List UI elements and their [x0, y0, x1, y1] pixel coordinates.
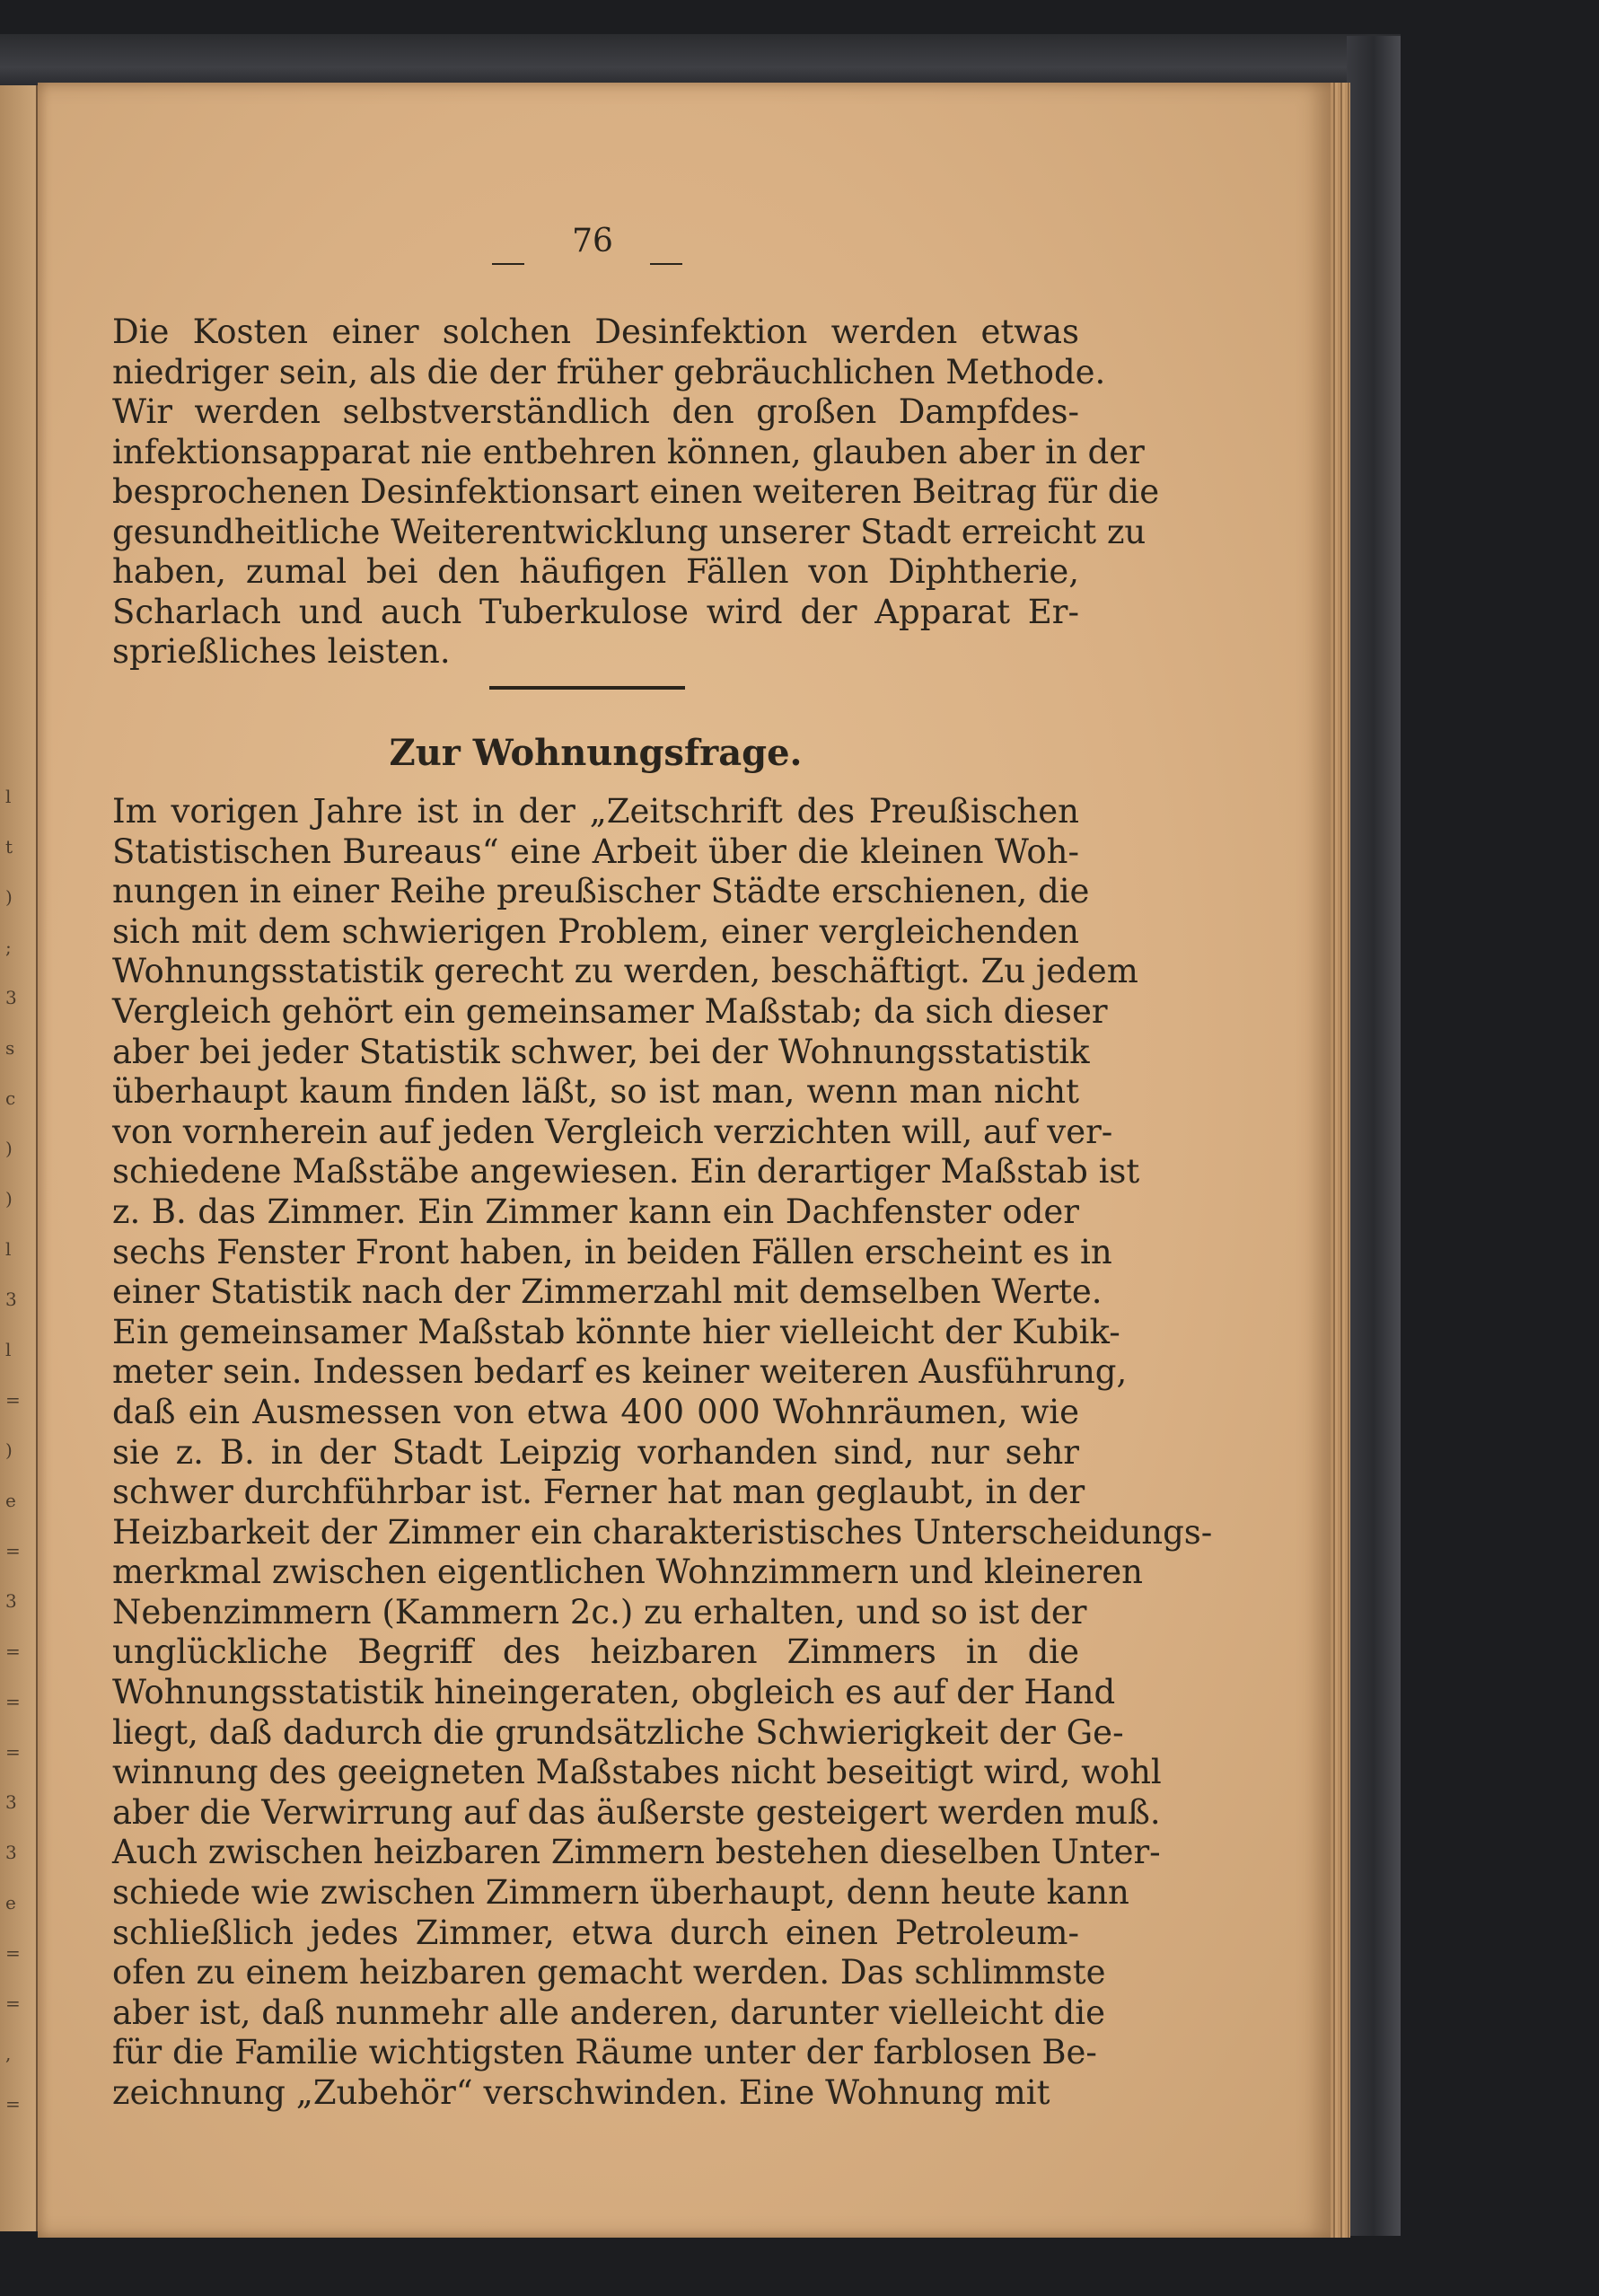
text-line: überhaupt kaum finden läßt, so ist man, wenn man nicht [112, 1072, 1079, 1112]
text-line: Wir werden selbstverständlich den großen Dampfdes- [112, 392, 1079, 431]
paragraph-housing-question [112, 792, 1213, 2114]
header-dash-left [492, 263, 524, 265]
text-line: infektionsapparat nie entbehren können, glauben aber in der [112, 432, 1145, 471]
text-line: Auch zwischen heizbaren Zimmern bestehen dieselben Unter- [112, 1833, 1161, 1872]
text-line: Heizbarkeit der Zimmer ein charakteristisches Unterscheidungs- [112, 1512, 1213, 1552]
previous-page-letter: s [5, 1037, 15, 1059]
text-line: besprochenen Desinfektionsart einen weiteren Beitrag für die [112, 472, 1160, 511]
previous-page-letter: = [5, 1691, 21, 1712]
previous-page-letter: = [5, 1641, 21, 1662]
text-line: Scharlach und auch Tuberkulose wird der Apparat Er- [112, 592, 1079, 631]
text-line: Wohnungsstatistik hineingeraten, obgleich es auf der Hand [112, 1673, 1116, 1712]
text-line: sprießliches leisten. [112, 632, 451, 671]
text-line: einer Statistik nach der Zimmerzahl mit demselben Werte. [112, 1272, 1103, 1312]
text-line: gesundheitliche Weiterentwicklung unserer Stadt erreicht zu [112, 512, 1147, 551]
text-line: liegt, daß dadurch die grundsätzliche Schwierigkeit der Ge- [112, 1712, 1124, 1752]
previous-page-letter: = [5, 1993, 21, 2014]
text-line: daß ein Ausmessen von etwa 400 000 Wohnräumen, wie [112, 1392, 1079, 1431]
previous-page-letter: ) [5, 1138, 13, 1159]
text-line: schiede wie zwischen Zimmern überhaupt, denn heute kann [112, 1873, 1129, 1913]
text-line: haben, zumal bei den häufigen Fällen von Diphtherie, [112, 552, 1079, 591]
text-line: ofen zu einem heizbaren gemacht werden. Das schlimmste [112, 1953, 1106, 1993]
text-line: aber ist, daß nunmehr alle anderen, darunter vielleicht die [112, 1993, 1105, 2032]
text-line: schwer durchführbar ist. Ferner hat man geglaubt, in der [112, 1473, 1085, 1512]
text-line: aber bei jeder Statistik schwer, bei der Wohnungsstatistik [112, 1032, 1090, 1071]
previous-page-letter: = [5, 2093, 21, 2115]
book-cover-top [0, 34, 1401, 90]
previous-page-letter: e [5, 1490, 16, 1511]
previous-page-letter: = [5, 1389, 21, 1411]
previous-page-letter: t [5, 836, 13, 858]
text-line: merkmal zwischen eigentlichen Wohnzimmern und kleineren [112, 1553, 1143, 1592]
header-dash-right [650, 263, 682, 265]
previous-page-letter: ) [5, 886, 13, 908]
previous-page-edge [0, 85, 38, 2231]
text-line: zeichnung „Zubehör“ verschwinden. Eine Wohnung mit [112, 2073, 1050, 2112]
previous-page-letter: = [5, 1942, 21, 1964]
text-line: Ein gemeinsamer Maßstab könnte hier vielleicht der Kubik- [112, 1312, 1120, 1351]
text-line: Nebenzimmern (Kammern 2c.) zu erhalten, und so ist der [112, 1592, 1087, 1632]
previous-page-letter: = [5, 1741, 21, 1763]
text-line: schließlich jedes Zimmer, etwa durch einen Petroleum- [112, 1913, 1079, 1952]
previous-page-letter: = [5, 1540, 21, 1561]
text-line: von vornherein auf jeden Vergleich verzichten will, auf ver- [112, 1112, 1113, 1151]
text-line: sechs Fenster Front haben, in beiden Fällen erscheint es in [112, 1232, 1112, 1271]
previous-page-letter: e [5, 1892, 16, 1913]
previous-page-letter: 3 [5, 1842, 17, 1863]
page-stack-edge [1331, 83, 1350, 2238]
previous-page-letter: 3 [5, 1791, 17, 1813]
text-line: Statistischen Bureaus“ eine Arbeit über die kleinen Woh- [112, 831, 1079, 871]
previous-page-letter: 3 [5, 1590, 17, 1612]
section-divider [489, 686, 685, 690]
previous-page-letter: ) [5, 1439, 13, 1461]
text-line: aber die Verwirrung auf das äußerste gesteigert werden muß. [112, 1792, 1161, 1832]
paragraph-disinfection [112, 312, 1160, 673]
previous-page-letter: c [5, 1087, 16, 1109]
text-line: Im vorigen Jahre ist in der „Zeitschrift des Preußischen [112, 792, 1079, 831]
previous-page-letter: ; [5, 937, 12, 958]
previous-page-letter: l [5, 786, 12, 807]
section-heading: Zur Wohnungsfrage. [389, 732, 803, 774]
previous-page-letter: 3 [5, 1289, 17, 1310]
text-line: für die Familie wichtigsten Räume unter der farblosen Be- [112, 2033, 1097, 2072]
previous-page-letter: l [5, 1238, 12, 1260]
text-line: meter sein. Indessen bedarf es keiner weiteren Ausführung, [112, 1352, 1128, 1392]
text-line: z. B. das Zimmer. Ein Zimmer kann ein Dachfenster oder [112, 1192, 1079, 1231]
text-line: unglückliche Begriff des heizbaren Zimmers in die [112, 1632, 1079, 1672]
text-line: Die Kosten einer solchen Desinfektion werden etwas [112, 312, 1079, 351]
page-number: 76 [572, 223, 613, 260]
previous-page-letter: ) [5, 1188, 13, 1210]
book-cover-spine [1347, 36, 1401, 2236]
previous-page-letter: 3 [5, 987, 17, 1008]
text-line: nungen in einer Reihe preußischer Städte erschienen, die [112, 872, 1090, 911]
previous-page-letter: , [5, 2043, 12, 2064]
text-line: Vergleich gehört ein gemeinsamer Maßstab; da sich dieser [112, 991, 1108, 1031]
text-line: winnung des geeigneten Maßstabes nicht beseitigt wird, wohl [112, 1753, 1162, 1792]
text-line: schiedene Maßstäbe angewiesen. Ein derartiger Maßstab ist [112, 1152, 1140, 1192]
text-line: sich mit dem schwierigen Problem, einer vergleichenden [112, 911, 1079, 951]
previous-page-letter: l [5, 1339, 12, 1360]
text-line: niedriger sein, als die der früher gebräuchlichen Methode. [112, 352, 1106, 391]
text-line: sie z. B. in der Stadt Leipzig vorhanden sind, nur sehr [112, 1432, 1079, 1472]
text-line: Wohnungsstatistik gerecht zu werden, beschäftigt. Zu jedem [112, 952, 1138, 991]
